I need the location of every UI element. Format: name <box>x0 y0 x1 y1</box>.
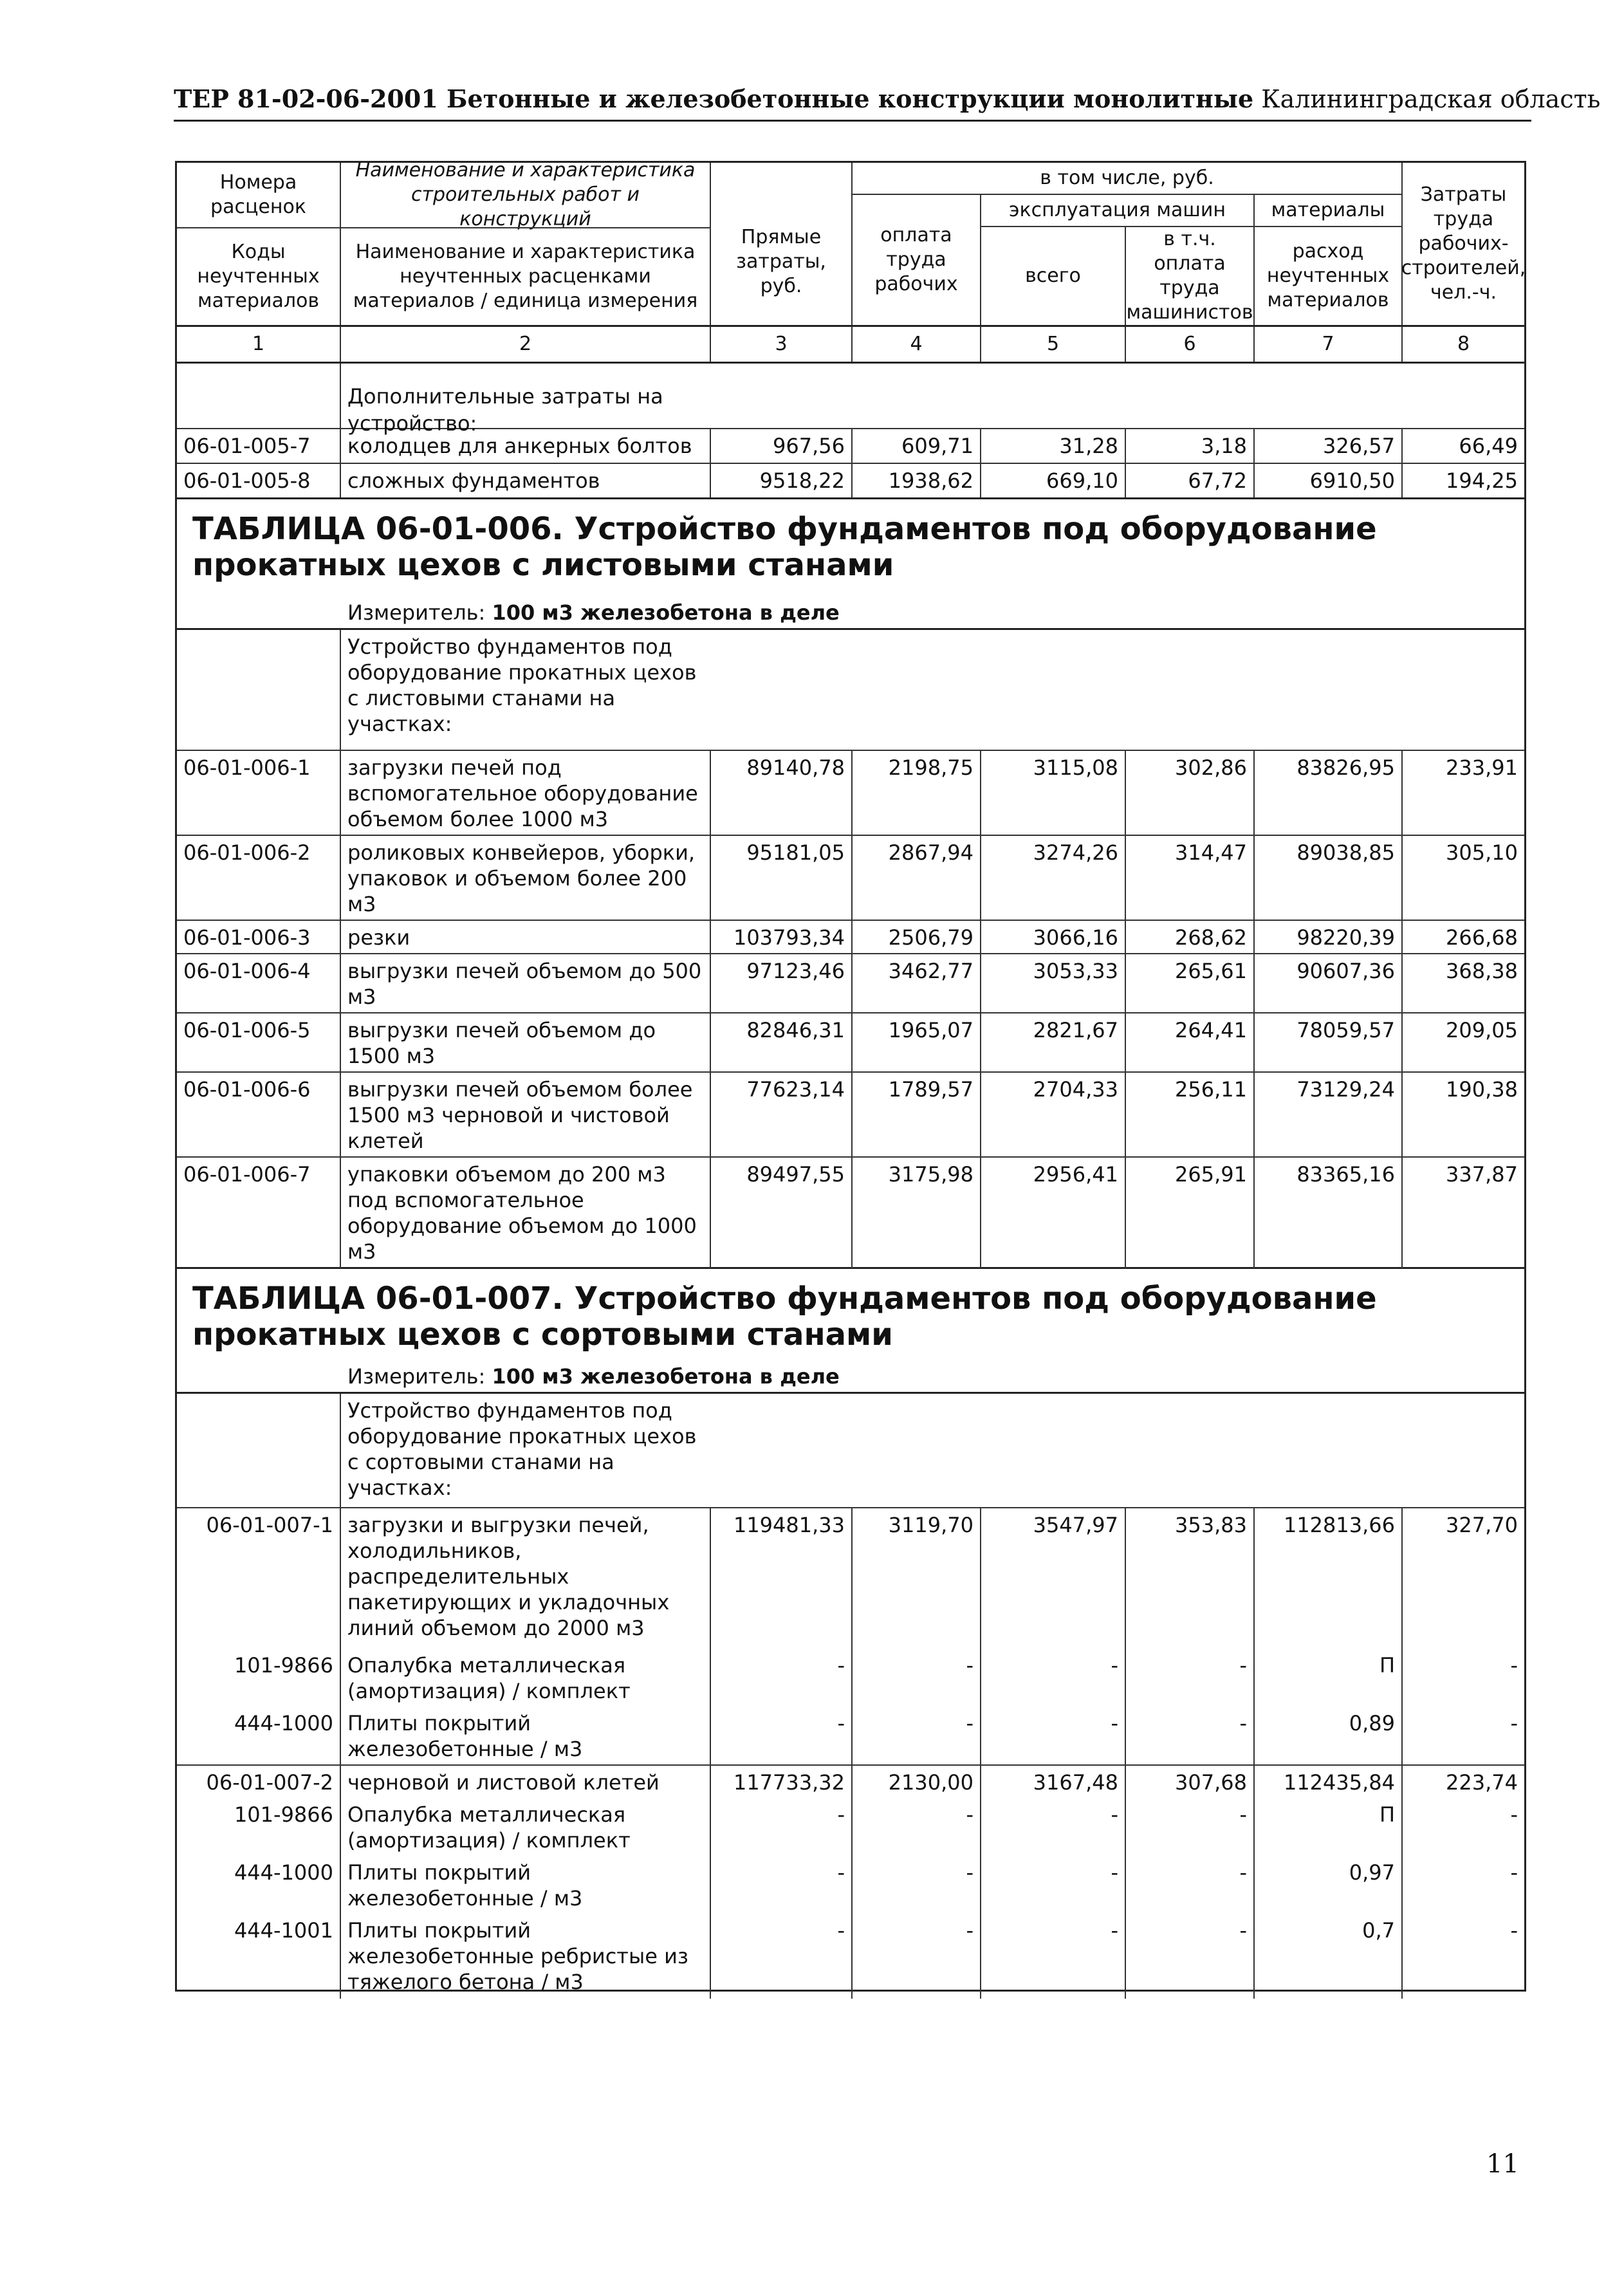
direct-costs: 9518,22 <box>711 464 853 497</box>
labor-pay: - <box>853 1798 981 1857</box>
materials: 6910,50 <box>1255 464 1403 497</box>
table-row <box>177 1649 1524 1707</box>
rate-code: 06-01-006-4 <box>177 954 341 1013</box>
labor-costs: 233,91 <box>1446 755 1518 780</box>
rate-code: 06-01-005-7 <box>177 429 341 463</box>
labor-pay: - <box>853 1707 981 1766</box>
materials: 112435,84 <box>1255 1766 1403 1799</box>
col-number: 4 <box>853 327 981 362</box>
machines-total: - <box>981 1914 1126 1999</box>
rate-name: упаковки объемом до 200 м3 под вспомогательное оборудование объемом до 1000 м3 <box>341 1158 711 1268</box>
materials: П <box>1255 1649 1403 1708</box>
table-row <box>177 1071 1524 1156</box>
rate-code: 06-01-006-1 <box>177 751 341 836</box>
table-row <box>177 1856 1524 1914</box>
table-row <box>177 428 1524 463</box>
head-name-bottom: Наименование и характеристика неучтенных расценками материалов / единица измерения <box>341 227 711 325</box>
labor-costs: 194,25 <box>1446 468 1518 493</box>
materials: 0,89 <box>1255 1707 1403 1766</box>
materials: 0,97 <box>1255 1856 1403 1915</box>
rate-name: сложных фундаментов <box>341 464 711 497</box>
table-row <box>177 920 1524 953</box>
material-code: 101-9866 <box>177 1798 341 1857</box>
table-006-intro: Устройство фундаментов под оборудование прокатных цехов с листовыми станами на участках: <box>347 634 697 736</box>
head-codes-top: Номера расценок <box>177 163 341 227</box>
labor-costs: 223,74 <box>1446 1770 1518 1795</box>
labor-costs: 368,38 <box>1446 959 1518 983</box>
direct-costs: 77623,14 <box>711 1073 853 1158</box>
machines-total: 3066,16 <box>981 921 1126 954</box>
machines-total: 3167,48 <box>981 1766 1126 1799</box>
labor-pay: - <box>853 1649 981 1708</box>
material-name: Опалубка металлическая (амортизация) / комплект <box>341 1798 711 1857</box>
direct-costs: - <box>711 1856 853 1915</box>
rate-name: роликовых конвейеров, уборки, упаковок и объемом более 200 м3 <box>341 836 711 921</box>
machines-total: 2704,33 <box>981 1073 1126 1158</box>
col-number: 6 <box>1126 327 1255 362</box>
machinists-pay: 3,18 <box>1126 429 1255 463</box>
machines-total: 3115,08 <box>981 751 1126 836</box>
col-number: 7 <box>1255 327 1403 362</box>
direct-costs: 95181,05 <box>711 836 853 921</box>
labor-pay: 3119,70 <box>853 1508 981 1649</box>
machinists-pay: - <box>1126 1649 1255 1708</box>
direct-costs: - <box>711 1914 853 1999</box>
materials: 83826,95 <box>1255 751 1403 836</box>
machinists-pay: - <box>1126 1798 1255 1857</box>
meter-value: 100 м3 железобетона в деле <box>492 1364 840 1389</box>
machinists-pay: 265,61 <box>1126 954 1255 1013</box>
head-materials: материалы <box>1255 195 1403 227</box>
region-name: Калининградская область <box>1261 85 1601 113</box>
labor-costs: - <box>1510 1711 1518 1735</box>
materials: 90607,36 <box>1255 954 1403 1013</box>
rate-code: 06-01-006-6 <box>177 1073 341 1158</box>
machinists-pay: 264,41 <box>1126 1013 1255 1073</box>
table-row <box>177 628 1524 750</box>
labor-costs: 337,87 <box>1446 1162 1518 1187</box>
head-machines: эксплуатация машин <box>981 195 1255 227</box>
head-including: в том числе, руб. <box>853 163 1403 195</box>
material-code: 444-1000 <box>177 1707 341 1766</box>
table-row <box>177 1764 1524 1798</box>
materials: 78059,57 <box>1255 1013 1403 1073</box>
material-code: 444-1000 <box>177 1856 341 1915</box>
machinists-pay: 302,86 <box>1126 751 1255 836</box>
materials: 83365,16 <box>1255 1158 1403 1268</box>
machines-total: - <box>981 1798 1126 1857</box>
machinists-pay: - <box>1126 1707 1255 1766</box>
table-row <box>177 1914 1524 1992</box>
labor-pay: - <box>853 1914 981 1999</box>
head-name-top: Наименование и характеристика строительных работ и конструкций <box>341 163 711 227</box>
head-labor-costs: Затраты труда рабочих-строителей, чел.-ч. <box>1401 183 1526 304</box>
machinists-pay: 256,11 <box>1126 1073 1255 1158</box>
rate-code: 06-01-006-2 <box>177 836 341 921</box>
rate-name: колодцев для анкерных болтов <box>341 429 711 463</box>
table-header <box>177 161 1524 327</box>
material-name: Плиты покрытий железобетонные / м3 <box>341 1707 711 1766</box>
materials: 112813,66 <box>1255 1508 1403 1649</box>
header-rule <box>174 120 1531 122</box>
machines-total: 3274,26 <box>981 836 1126 921</box>
meter-value: 100 м3 железобетона в деле <box>492 600 840 625</box>
labor-pay: 2506,79 <box>853 921 981 954</box>
machinists-pay: - <box>1126 1914 1255 1999</box>
labor-costs: 66,49 <box>1459 434 1518 458</box>
materials: 89038,85 <box>1255 836 1403 921</box>
table-row <box>177 835 1524 920</box>
labor-costs: 266,68 <box>1446 925 1518 950</box>
machinists-pay: 307,68 <box>1126 1766 1255 1799</box>
direct-costs: 89140,78 <box>711 751 853 836</box>
direct-costs: 119481,33 <box>711 1508 853 1649</box>
labor-pay: 1938,62 <box>853 464 981 497</box>
col-number: 5 <box>981 327 1126 362</box>
labor-pay: - <box>853 1856 981 1915</box>
table-007-intro: Устройство фундаментов под оборудование прокатных цехов с сортовыми станами на участках: <box>347 1398 697 1500</box>
material-code: 101-9866 <box>177 1649 341 1708</box>
table-row <box>177 1507 1524 1649</box>
labor-pay: 3175,98 <box>853 1158 981 1268</box>
material-name: Плиты покрытий железобетонные / м3 <box>341 1856 711 1915</box>
col-number: 8 <box>1457 333 1470 355</box>
table-row <box>177 953 1524 1012</box>
labor-costs: 190,38 <box>1446 1077 1518 1102</box>
table-row <box>177 750 1524 835</box>
rate-name: загрузки печей под вспомогательное оборудование объемом более 1000 м3 <box>341 751 711 836</box>
block-intro: Дополнительные затраты на устройство: <box>347 384 663 436</box>
estimate-table <box>175 161 1526 1992</box>
table-row <box>177 1798 1524 1856</box>
rate-name: выгрузки печей объемом более 1500 м3 черновой и чистовой клетей <box>341 1073 711 1158</box>
machines-total: - <box>981 1707 1126 1766</box>
rate-code: 06-01-006-7 <box>177 1158 341 1268</box>
materials: 326,57 <box>1255 429 1403 463</box>
labor-costs: - <box>1510 1918 1518 1943</box>
table-006-title: ТАБЛИЦА 06-01-006. Устройство фундаментов под оборудование прокатных цехов с листовыми станами <box>177 497 1524 597</box>
col-number: 1 <box>177 327 341 362</box>
head-labor-pay: оплата труда рабочих <box>853 195 981 325</box>
materials: П <box>1255 1798 1403 1857</box>
materials: 73129,24 <box>1255 1073 1403 1158</box>
rate-code: 06-01-007-1 <box>177 1508 341 1649</box>
machines-total: 2821,67 <box>981 1013 1126 1073</box>
rate-code: 06-01-005-8 <box>177 464 341 497</box>
table-row <box>177 1156 1524 1267</box>
material-name: Опалубка металлическая (амортизация) / комплект <box>341 1649 711 1708</box>
labor-pay: 2198,75 <box>853 751 981 836</box>
machines-total: - <box>981 1649 1126 1708</box>
table-row <box>177 362 1524 436</box>
direct-costs: - <box>711 1798 853 1857</box>
labor-pay: 1789,57 <box>853 1073 981 1158</box>
direct-costs: 967,56 <box>711 429 853 463</box>
labor-pay: 609,71 <box>853 429 981 463</box>
head-materials-sub: расход неучтенных материалов <box>1255 227 1403 325</box>
material-code: 444-1001 <box>177 1914 341 1999</box>
rate-name: загрузки и выгрузки печей, холодильников, распределительных пакетирующих и укладочных линий объемом до 2000 м3 <box>341 1508 711 1649</box>
labor-costs: - <box>1510 1802 1518 1827</box>
labor-pay: 2130,00 <box>853 1766 981 1799</box>
materials: 0,7 <box>1255 1914 1403 1999</box>
col-number: 3 <box>711 327 853 362</box>
machinists-pay: - <box>1126 1856 1255 1915</box>
page-number: 11 <box>1486 2149 1519 2179</box>
table-007-meter <box>177 1361 1524 1392</box>
machinists-pay: 265,91 <box>1126 1158 1255 1268</box>
table-006-meter <box>177 597 1524 628</box>
machines-total: 2956,41 <box>981 1158 1126 1268</box>
head-machines-total: всего <box>981 227 1126 325</box>
labor-costs: 209,05 <box>1446 1018 1518 1042</box>
labor-pay: 3462,77 <box>853 954 981 1013</box>
rate-name: резки <box>341 921 711 954</box>
direct-costs: - <box>711 1649 853 1708</box>
machinists-pay: 353,83 <box>1126 1508 1255 1649</box>
direct-costs: - <box>711 1707 853 1766</box>
machines-total: 31,28 <box>981 429 1126 463</box>
machines-total: 669,10 <box>981 464 1126 497</box>
labor-pay: 2867,94 <box>853 836 981 921</box>
head-direct-costs: Прямые затраты, руб. <box>711 163 853 325</box>
machines-total: 3547,97 <box>981 1508 1126 1649</box>
material-name: Плиты покрытий железобетонные ребристые из тяжелого бетона / м3 <box>341 1914 711 1999</box>
machinists-pay: 314,47 <box>1126 836 1255 921</box>
table-row <box>177 1012 1524 1071</box>
head-machinists-pay: в т.ч. оплата труда машинистов <box>1126 227 1255 325</box>
direct-costs: 89497,55 <box>711 1158 853 1268</box>
table-row <box>177 463 1524 497</box>
page-header <box>174 80 1601 118</box>
column-numbers-row <box>177 327 1524 362</box>
rate-code: 06-01-007-2 <box>177 1766 341 1799</box>
rate-code: 06-01-006-3 <box>177 921 341 954</box>
col-number: 2 <box>341 327 711 362</box>
rate-code: 06-01-006-5 <box>177 1013 341 1073</box>
rate-name: выгрузки печей объемом до 500 м3 <box>341 954 711 1013</box>
labor-costs: 305,10 <box>1446 840 1518 865</box>
labor-costs: 327,70 <box>1446 1513 1518 1537</box>
document-code: ТЕР 81-02-06-2001 Бетонные и железобетонные конструкции монолитные <box>174 84 1254 113</box>
labor-costs: - <box>1510 1653 1518 1678</box>
materials: 98220,39 <box>1255 921 1403 954</box>
machines-total: - <box>981 1856 1126 1915</box>
machinists-pay: 268,62 <box>1126 921 1255 954</box>
table-007-title: ТАБЛИЦА 06-01-007. Устройство фундаментов под оборудование прокатных цехов с сортовыми станами <box>177 1267 1524 1361</box>
direct-costs: 97123,46 <box>711 954 853 1013</box>
rate-name: черновой и листовой клетей <box>341 1766 711 1799</box>
meter-label: Измеритель: <box>347 1364 492 1389</box>
direct-costs: 103793,34 <box>711 921 853 954</box>
labor-pay: 1965,07 <box>853 1013 981 1073</box>
direct-costs: 82846,31 <box>711 1013 853 1073</box>
machinists-pay: 67,72 <box>1126 464 1255 497</box>
machines-total: 3053,33 <box>981 954 1126 1013</box>
head-codes-bottom: Коды неучтенных материалов <box>177 227 341 325</box>
labor-costs: - <box>1510 1860 1518 1885</box>
rate-name: выгрузки печей объемом до 1500 м3 <box>341 1013 711 1073</box>
direct-costs: 117733,32 <box>711 1766 853 1799</box>
meter-label: Измеритель: <box>347 600 492 625</box>
table-row <box>177 1392 1524 1507</box>
table-row <box>177 1707 1524 1764</box>
